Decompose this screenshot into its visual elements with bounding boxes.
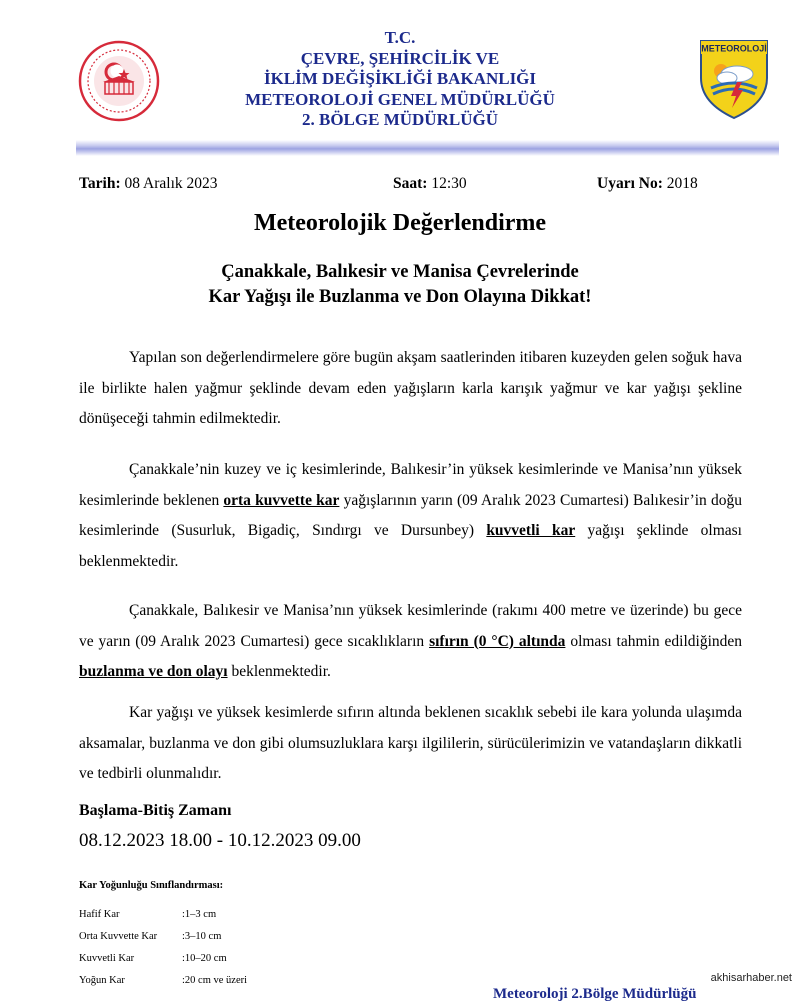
- header-tc: T.C.: [384, 28, 416, 47]
- paragraph-3: [79, 596, 742, 688]
- paragraph-3-text-c: beklenmektedir.: [227, 663, 331, 680]
- paragraph-2-text-b: yağışlarının yarın (09 Aralık 2023 Cumartesi) Balıkesir’in doğu kesimlerinde (Susurluk, Bigadiç, Sındırgı ve Dursunbey): [79, 491, 742, 539]
- paragraph-2-text-a: Çanakkale’nin kuzey ve iç kesimlerinde, Balıkesir’in yüksek kesimlerinde ve Manisa’nın yüksek kesimlerinde beklenen: [79, 461, 742, 509]
- document-title: Meteorolojik Değerlendirme: [253, 210, 547, 236]
- source-watermark: akhisarhaber.net: [703, 968, 800, 988]
- date-field: [79, 175, 218, 193]
- classification-row-name: Kuvvetli Kar: [79, 953, 135, 964]
- time-label: Saat:: [393, 175, 428, 192]
- subtitle-line1: Çanakkale, Balıkesir ve Manisa Çevrelerinde: [221, 262, 579, 282]
- paragraph-1: [79, 343, 742, 435]
- paragraph-2-text-c: yağışı şeklinde olması beklenmektedir.: [79, 522, 742, 570]
- timing-value: 08.12.2023 18.00 - 10.12.2023 09.00: [79, 830, 361, 851]
- warning-label: Uyarı No:: [597, 175, 663, 192]
- classification-title: Kar Yoğunluğu Sınıflandırması:: [79, 880, 224, 891]
- paragraph-2: [79, 455, 742, 577]
- logo-text: METEOROLOJİ: [701, 43, 767, 54]
- emphasis-below-zero: sıfırın (0 °C) altında: [429, 632, 566, 650]
- paragraph-4-text: Kar yağışı ve yüksek kesimlerde sıfırın altında beklenen sıcaklık sebebi ile kara yolunda ulaşımda aksamalar, buzlanma ve don gibi olumsuzluklara karşı ilgililerin, sürücülerimizin ve vatandaşların dikkatli ve tedbirli olunmalıdır.: [79, 704, 742, 782]
- warning-value: 2018: [666, 175, 698, 192]
- emphasis-heavy-snow: kuvvetli kar: [486, 522, 576, 539]
- paragraph-1-text: Yapılan son değerlendirmelere göre bugün akşam saatlerinden itibaren kuzeyden gelen soğuk hava ile birlikte halen yağmur şeklinde devam eden yağışların karla karışık yağmur ve kar yağışı şekline dönüşeceği tahmin edilmektedir.: [79, 349, 742, 427]
- header-ministry-line2: İKLİM DEĞİŞİKLİĞİ BAKANLIĞI: [263, 69, 537, 88]
- emphasis-moderate-snow: orta kuvvette kar: [223, 491, 340, 509]
- classification-row-value: :3–10 cm: [182, 931, 222, 942]
- emphasis-icing-frost: buzlanma ve don olayı: [79, 663, 228, 680]
- header-divider-band: [76, 140, 779, 156]
- classification-row-value: :1–3 cm: [182, 909, 217, 920]
- time-field: [393, 175, 467, 193]
- paragraph-3-text-a: Çanakkale, Balıkesir ve Manisa’nın yüksek kesimlerinde (rakımı 400 metre ve üzerinde) bu gece ve yarın (09 Aralık 2023 Cumartesi) gece sıcaklıkların: [79, 602, 742, 650]
- subtitle-line2: Kar Yağışı ile Buzlanma ve Don Olayına Dikkat!: [208, 287, 592, 307]
- header-directorate: METEOROLOJİ GENEL MÜDÜRLÜĞÜ: [245, 90, 555, 109]
- paragraph-4: [79, 698, 742, 790]
- warning-number-field: [597, 175, 698, 193]
- classification-row-name: Hafif Kar: [79, 909, 120, 920]
- time-value: 12:30: [431, 175, 467, 192]
- timing-label: Başlama-Bitiş Zamanı: [79, 802, 232, 819]
- date-label: Tarih:: [79, 175, 121, 192]
- classification-row-name: Orta Kuvvette Kar: [79, 931, 158, 942]
- date-value: 08 Aralık 2023: [124, 175, 218, 192]
- meteorology-shield-logo: [697, 38, 771, 120]
- classification-row-value: :20 cm ve üzeri: [182, 975, 248, 986]
- header-regional-office: 2. BÖLGE MÜDÜRLÜĞÜ: [302, 110, 498, 129]
- footer-office-name: Meteoroloji 2.Bölge Müdürlüğü: [493, 986, 697, 1002]
- classification-row-name: Yoğun Kar: [79, 975, 125, 986]
- header-ministry-line1: ÇEVRE, ŞEHİRCİLİK VE: [300, 49, 500, 68]
- paragraph-3-text-b: olması tahmin edildiğinden: [565, 632, 743, 650]
- classification-row-value: :10–20 cm: [182, 953, 227, 964]
